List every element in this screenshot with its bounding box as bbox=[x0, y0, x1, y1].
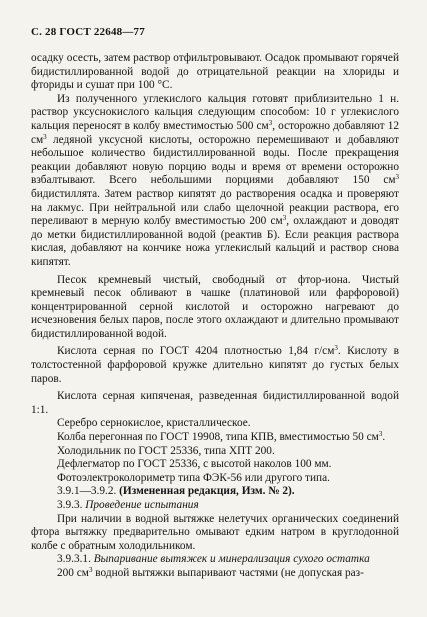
text-run: 3 bbox=[282, 214, 287, 223]
text-run: ледяной уксусной кислоты, осторожно перемешивают и добавляют небольшое количество бидистиллированной воды. После прекращения реакции добавляют новую порцию воды и время от времени осторожно взбалтывают. Всего небольшими порциями добавляют 150 см bbox=[31, 133, 399, 187]
paragraph-p3 bbox=[31, 274, 399, 342]
page-header: С. 28 ГОСТ 22648—77 bbox=[31, 26, 145, 38]
text-run: 3.9.1—3.9.2. bbox=[57, 485, 120, 498]
text-run: Из полученного углекислого кальция готовят приблизительно 1 н. раствор уксуснокислого кальция следующим способом: 10 г углекислого кальция переносят в колбу вместимостью 500 см bbox=[31, 92, 399, 132]
text-run: Кислота серная кипяченая, разведенная бидистиллированной водой 1:1. bbox=[31, 390, 399, 416]
paragraph-p7 bbox=[31, 431, 399, 445]
paragraph-p2 bbox=[31, 93, 399, 270]
paragraph-p5 bbox=[31, 390, 399, 417]
text-run: 3 bbox=[395, 173, 399, 182]
paragraph-p12 bbox=[31, 499, 399, 513]
document-body bbox=[31, 52, 399, 581]
text-run: Дефлегматор по ГОСТ 25336, с высотой наколов 100 мм. bbox=[57, 458, 332, 471]
text-run: Фотоэлектроколориметр типа ФЭК-56 или другого типа. bbox=[57, 471, 330, 484]
text-run: 3.9.3. bbox=[57, 499, 86, 511]
text-run: 3.9.3.1. bbox=[57, 553, 94, 566]
paragraph-p11 bbox=[31, 485, 399, 499]
text-run: водной вытяжки выпаривают частями (не допуская раз- bbox=[92, 566, 364, 579]
paragraph-p6 bbox=[31, 417, 399, 431]
text-run: 3 bbox=[88, 565, 93, 574]
paragraph-p14 bbox=[31, 553, 399, 567]
text-run: Серебро сернокислое, кристаллическое. bbox=[57, 417, 251, 430]
text-run: 200 см bbox=[57, 566, 89, 579]
text-run: Колба перегонная по ГОСТ 19908, типа КПВ, вместимостью 50 см bbox=[57, 431, 379, 444]
text-run: 3 bbox=[378, 430, 383, 439]
text-run: осадку осесть, затем раствор отфильтровывают. Осадок промывают горячей бидистиллированной водой до отрицательной реакции на хлориды и фториды и сушат при 100 °С. bbox=[31, 52, 399, 92]
text-run: , охлаждают и доводят до метки бидистиллированной водой (реактив Б). Если реакция раствора кислая, добавляют на кончике ножа углекислый кальций и раствор снова кипятят. bbox=[31, 215, 399, 268]
text-run: , осторожно добавляют 12 см bbox=[31, 119, 399, 146]
paragraph-p1 bbox=[31, 52, 399, 93]
text-run: Выпаривание вытяжек и минерализация сухого остатка bbox=[93, 553, 370, 566]
text-run: При наличии в водной вытяжке нелетучих органических соединений фтора вытяжку предварительно омывают едким натром в круглодонной колбе с обратным холодильником. bbox=[31, 512, 399, 552]
text-run: . bbox=[382, 431, 386, 444]
paragraph-p4 bbox=[31, 345, 399, 386]
text-run: Песок кремневый чистый, свободный от фтор-иона. Чистый кремневый песок обливают в чашке (платиновой или фарфоровой) концентрированной серной кислотой и осторожно нагревают до исчезновения белых паров, после этого охлаждают и длительно промывают бидистиллированной водой. bbox=[31, 273, 399, 340]
paragraph-p15 bbox=[31, 567, 399, 581]
text-run: 3 bbox=[43, 132, 47, 141]
paragraph-p9 bbox=[31, 458, 399, 472]
text-run: 3 bbox=[334, 344, 338, 353]
text-run: . Кислоту в толстостенной фарфоровой кружке длительно кипятят до густых белых паров. bbox=[31, 345, 399, 385]
text-run: бидистиллята. Затем раствор кипятят до растворения осадка и проверяют на лакмус. При нейтральной или слабо щелочной реакции раствора, его переливают в мерную колбу вместимостью 200 см bbox=[31, 187, 399, 228]
text-run: 3 bbox=[268, 118, 273, 127]
paragraph-p10 bbox=[31, 472, 399, 486]
text-run: (Измененная редакция, Изм. № 2). bbox=[119, 485, 295, 498]
paragraph-p8 bbox=[31, 445, 399, 459]
text-run: Холодильник по ГОСТ 25336, типа ХПТ 200. bbox=[57, 444, 275, 457]
text-run: Проведение испытания bbox=[85, 499, 199, 511]
text-run: Кислота серная по ГОСТ 4204 плотностью 1,84 г/см bbox=[57, 345, 335, 358]
paragraph-p13 bbox=[31, 513, 399, 554]
